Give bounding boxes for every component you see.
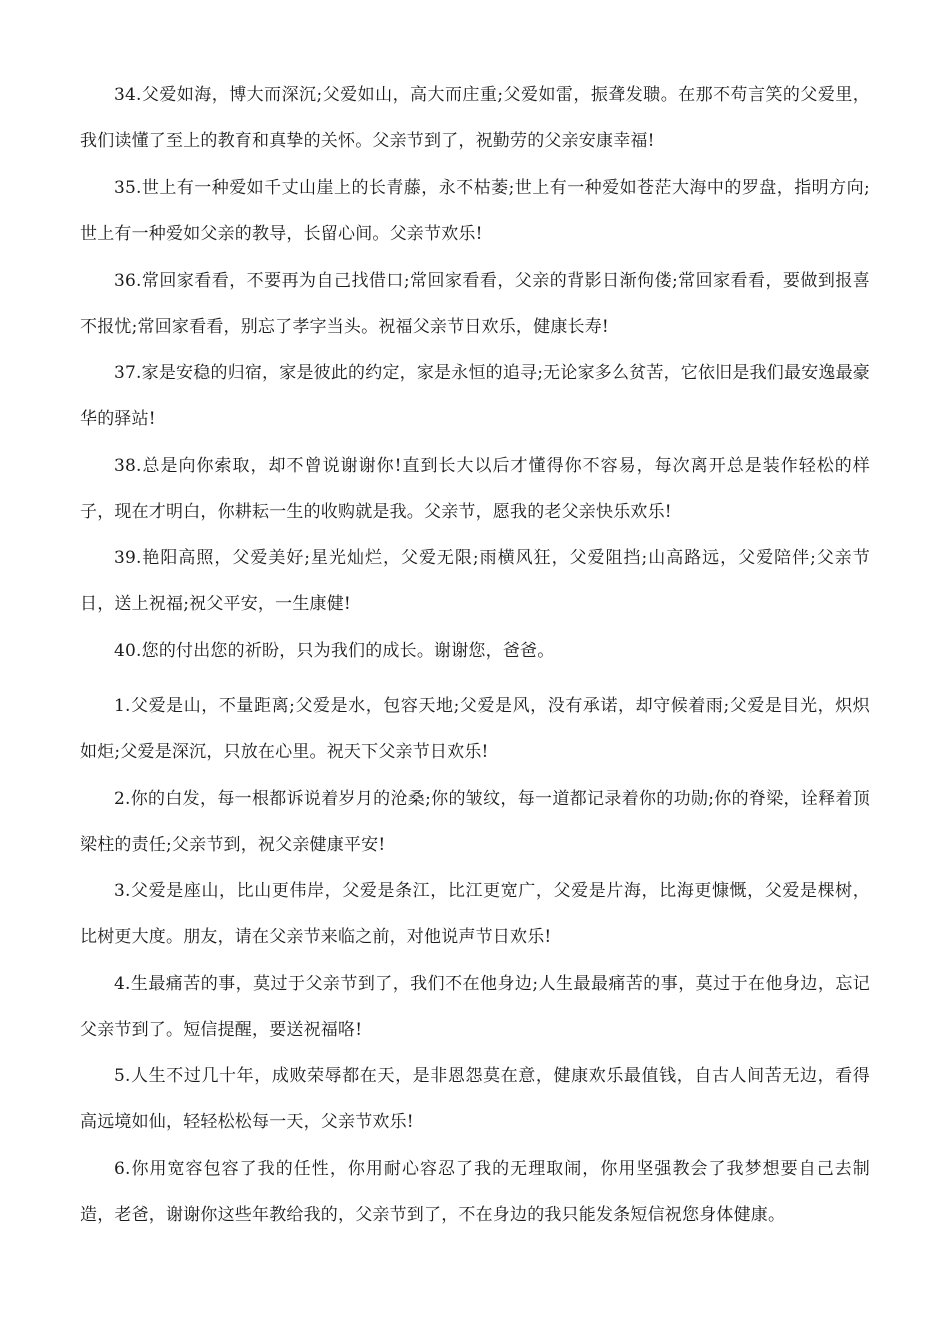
paragraph-38: 38.总是向你索取，却不曾说谢谢你!直到长大以后才懂得你不容易，每次离开总是装作轻松的样子，现在才明白，你耕耘一生的收购就是我。父亲节，愿我的老父亲快乐欢乐! <box>80 456 870 522</box>
paragraph-4: 4.生最痛苦的事，莫过于父亲节到了，我们不在他身边;人生最最痛苦的事，莫过于在他身边，忘记父亲节到了。短信提醒，要送祝福咯! <box>80 974 870 1040</box>
paragraph-6: 6.你用宽容包容了我的任性，你用耐心容忍了我的无理取闹，你用坚强教会了我梦想要自己去制造，老爸，谢谢你这些年教给我的，父亲节到了，不在身边的我只能发条短信祝您身体健康。 <box>80 1159 870 1225</box>
paragraph-40: 40.您的付出您的祈盼，只为我们的成长。谢谢您，爸爸。 <box>114 641 555 661</box>
paragraph-3: 3.父爱是座山，比山更伟岸，父爱是条江，比江更宽广，父爱是片海，比海更慷慨，父爱是棵树，比树更大度。朋友，请在父亲节来临之前，对他说声节日欢乐! <box>80 881 870 947</box>
paragraph-2: 2.你的白发，每一根都诉说着岁月的沧桑;你的皱纹，每一道都记录着你的功勋;你的脊梁，诠释着顶梁柱的责任;父亲节到，祝父亲健康平安! <box>80 789 870 855</box>
paragraph-39: 39.艳阳高照，父爱美好;星光灿烂，父爱无限;雨横风狂，父爱阻挡;山高路远，父爱陪伴;父亲节日，送上祝福;祝父平安，一生康健! <box>80 548 870 614</box>
paragraph-5: 5.人生不过几十年，成败荣辱都在天，是非恩怨莫在意，健康欢乐最值钱，自古人间苦无边，看得高远境如仙，轻轻松松每一天，父亲节欢乐! <box>80 1066 870 1132</box>
paragraph-1: 1.父爱是山，不量距离;父爱是水，包容天地;父爱是风，没有承诺，却守候着雨;父爱是目光，炽炽如炬;父爱是深沉，只放在心里。祝天下父亲节日欢乐! <box>80 696 870 762</box>
paragraph-36: 36.常回家看看，不要再为自己找借口;常回家看看，父亲的背影日渐佝偻;常回家看看，要做到报喜不报忧;常回家看看，别忘了孝字当头。祝福父亲节日欢乐，健康长寿! <box>80 271 870 337</box>
paragraph-37: 37.家是安稳的归宿，家是彼此的约定，家是永恒的追寻;无论家多么贫苦，它依旧是我们最安逸最豪华的驿站! <box>80 363 870 429</box>
paragraph-34: 34.父爱如海，博大而深沉;父爱如山，高大而庄重;父爱如雷，振聋发聩。在那不苟言笑的父爱里，我们读懂了至上的教育和真挚的关怀。父亲节到了，祝勤劳的父亲安康幸福! <box>80 85 870 151</box>
paragraph-35: 35.世上有一种爱如千丈山崖上的长青藤，永不枯萎;世上有一种爱如苍茫大海中的罗盘，指明方向;世上有一种爱如父亲的教导，长留心间。父亲节欢乐! <box>80 178 870 244</box>
